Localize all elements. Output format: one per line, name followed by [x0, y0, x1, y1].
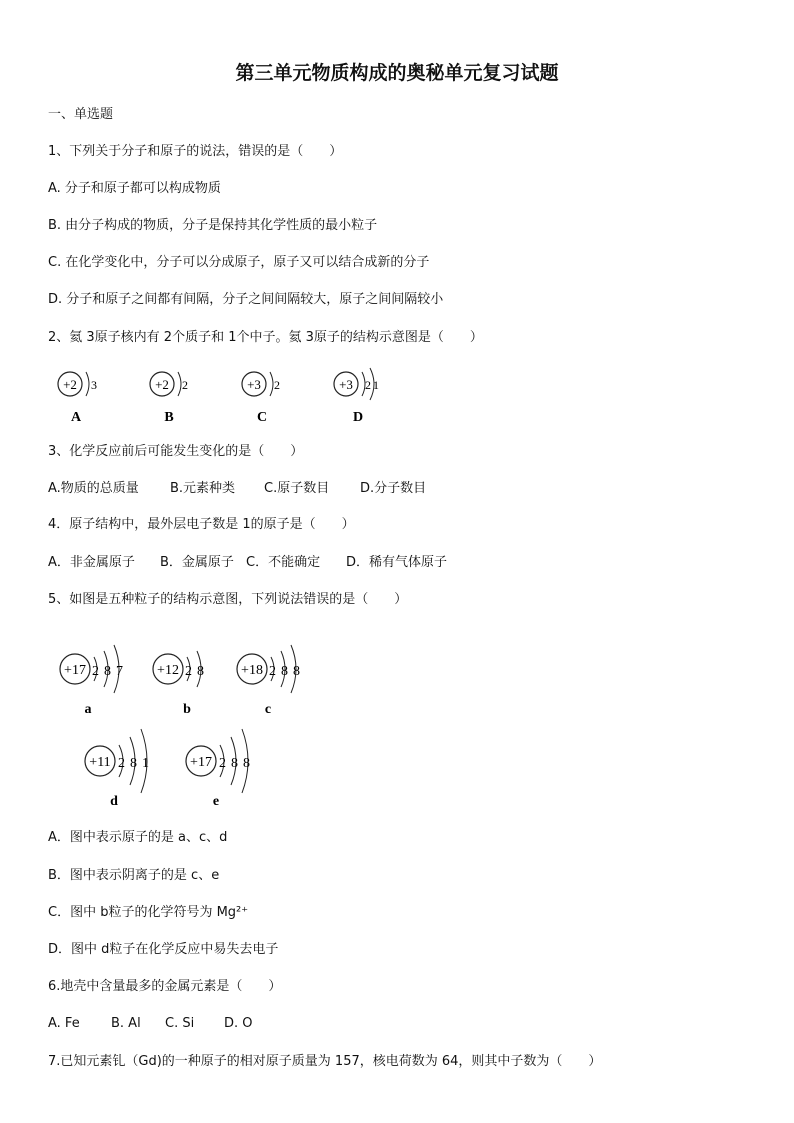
- q6-options: [48, 1015, 253, 1033]
- section-heading: 一、单选题: [48, 107, 114, 122]
- q5-option-b: B．图中表示阴离子的是 c、e: [48, 868, 220, 883]
- q6-option-b: B. Al: [111, 1016, 141, 1031]
- shell-electrons: 2: [274, 378, 280, 392]
- particle-diagram-e: [186, 729, 250, 809]
- q4-option-a: A．非金属原子: [48, 555, 135, 570]
- q3-option-d: D.分子数目: [360, 481, 427, 496]
- q1-option-a: A. 分子和原子都可以构成物质: [48, 181, 221, 196]
- q3-stem: 3、化学反应前后可能发生变化的是（ ）: [48, 444, 304, 459]
- atom-diagram-D: [334, 368, 379, 425]
- shell-electrons: 3: [91, 378, 97, 392]
- q3-options: [48, 480, 426, 498]
- shell-electrons: 8: [130, 756, 137, 771]
- nucleus-charge: +2: [63, 377, 77, 392]
- particle-label: c: [264, 702, 272, 717]
- particle-label: e: [212, 794, 220, 809]
- q6-stem: 6.地壳中含量最多的金属元素是（ ）: [48, 979, 282, 994]
- option-label: A: [70, 410, 82, 425]
- q6-option-c: C. Si: [165, 1016, 195, 1031]
- q4-option-c: C．不能确定: [246, 555, 321, 570]
- shell-electrons: 2: [219, 756, 226, 771]
- q4-option-d: D．稀有气体原子: [346, 555, 448, 570]
- q1-option-c: C. 在化学变化中，分子可以分成原子，原子又可以结合成新的分子: [48, 255, 430, 270]
- shell-electrons: 2: [118, 756, 125, 771]
- q5-option-d: D．图中 d粒子在化学反应中易失去电子: [48, 942, 279, 957]
- atom-diagram-B: [150, 372, 188, 425]
- nucleus-charge: +17: [190, 755, 212, 770]
- q2-atom-diagrams: [48, 362, 388, 428]
- q3-option-c: C.原子数目: [264, 481, 330, 496]
- nucleus-charge: +12: [157, 663, 179, 678]
- q3-option-a: A.物质的总质量: [48, 481, 139, 496]
- q5-stem: 5、如图是五种粒子的结构示意图，下列说法错误的是（ ）: [48, 592, 408, 607]
- q1-option-d: D. 分子和原子之间都有间隔，分子之间间隔较大，原子之间间隔较小: [48, 292, 444, 307]
- shell-electrons: 8: [293, 664, 300, 679]
- nucleus-charge: +3: [339, 377, 353, 392]
- option-label: D: [352, 410, 364, 425]
- q5-option-a: A．图中表示原子的是 a、c、d: [48, 830, 228, 845]
- shell-electrons: 8: [197, 664, 204, 679]
- q6-option-d: D. O: [224, 1016, 253, 1031]
- q4-options: [48, 554, 447, 572]
- q5-particle-diagrams: [48, 635, 318, 810]
- particle-diagram-d: [85, 729, 149, 809]
- shell-electrons: 2: [92, 664, 99, 679]
- nucleus-charge: +11: [89, 755, 111, 770]
- atom-diagram-A: [58, 372, 97, 425]
- shell-electrons: 8: [243, 756, 250, 771]
- q3-option-b: B.元素种类: [170, 481, 236, 496]
- q2-stem: 2、氦 3原子核内有 2个质子和 1个中子。氦 3原子的结构示意图是（ ）: [48, 330, 483, 345]
- shell-electrons: 7: [116, 664, 123, 679]
- shell-electrons: 8: [281, 664, 288, 679]
- particle-label: d: [110, 794, 118, 809]
- q6-option-a: A. Fe: [48, 1016, 80, 1031]
- q4-stem: 4．原子结构中，最外层电子数是 1的原子是（ ）: [48, 517, 355, 532]
- particle-label: a: [84, 702, 92, 717]
- nucleus-charge: +2: [155, 377, 169, 392]
- shell-electrons: 2: [365, 378, 371, 392]
- option-label: C: [256, 410, 268, 425]
- atom-diagram-C: [242, 372, 280, 425]
- nucleus-charge: +18: [241, 663, 263, 678]
- shell-electrons: 2: [185, 664, 192, 679]
- option-label: B: [164, 410, 174, 425]
- shell-electrons: 8: [104, 664, 111, 679]
- particle-diagram-c: [237, 645, 300, 717]
- particle-diagram-a: [60, 645, 123, 717]
- q7-stem: 7.已知元素钆（Gd)的一种原子的相对原子质量为 157，核电荷数为 64，则其中子数为（ ）: [48, 1054, 602, 1069]
- q5-option-c: C．图中 b粒子的化学符号为 Mg²⁺: [48, 905, 249, 920]
- particle-diagram-b: [153, 651, 204, 717]
- page-title: 第三单元物质构成的奥秘单元复习试题: [235, 62, 559, 84]
- shell-electrons: 1: [373, 378, 379, 392]
- particle-label: b: [183, 702, 191, 717]
- shell-electrons: 8: [231, 756, 238, 771]
- q4-option-b: B．金属原子: [160, 555, 234, 570]
- shell-electrons: 2: [269, 664, 276, 679]
- q1-option-b: B. 由分子构成的物质，分子是保持其化学性质的最小粒子: [48, 218, 378, 233]
- nucleus-charge: +17: [64, 663, 86, 678]
- nucleus-charge: +3: [247, 377, 261, 392]
- q1-stem: 1、下列关于分子和原子的说法，错误的是（ ）: [48, 144, 343, 159]
- shell-electrons: 1: [142, 756, 149, 771]
- shell-electrons: 2: [182, 378, 188, 392]
